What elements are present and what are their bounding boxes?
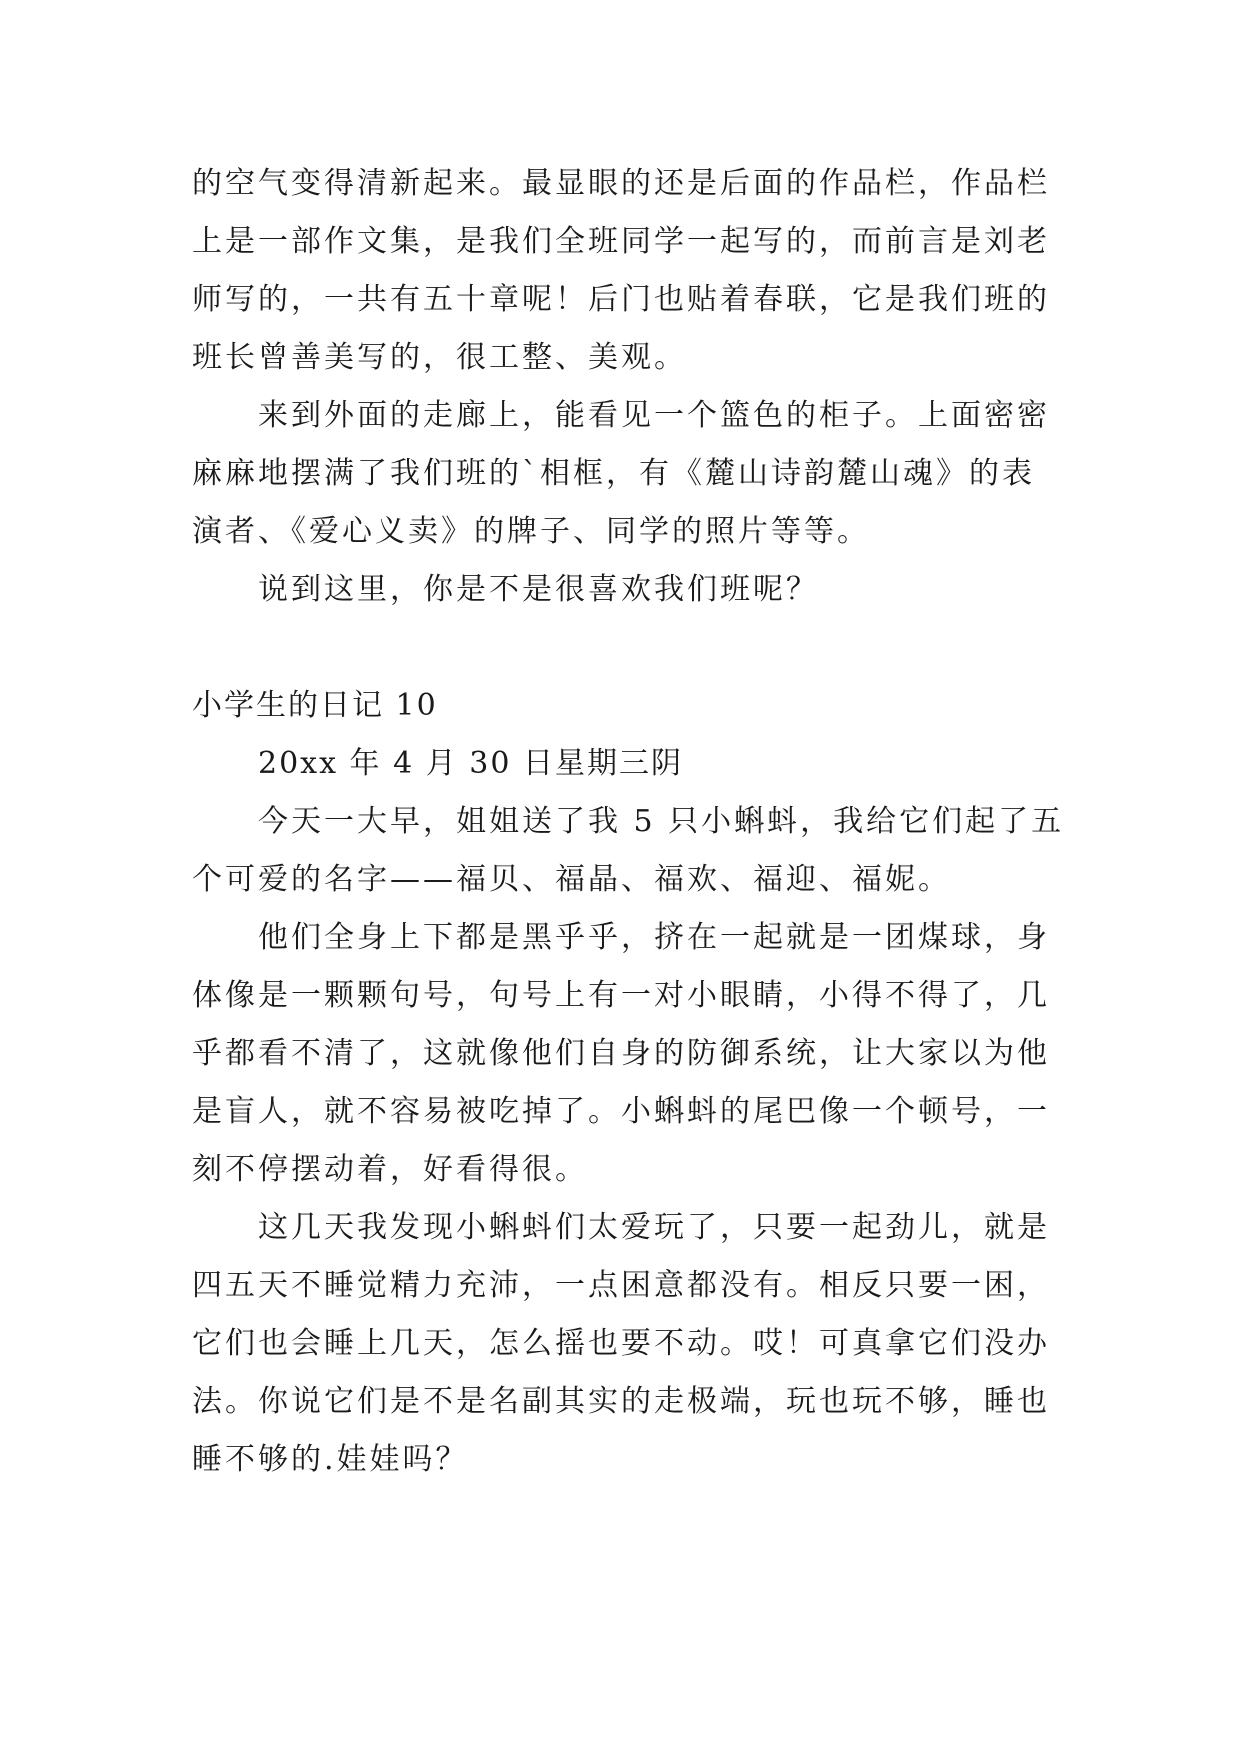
text-line: 他们全身上下都是黑乎乎，挤在一起就是一团煤球，身 (258, 920, 1050, 955)
document-body (192, 155, 1065, 1489)
text-line: 今天一大早，姐姐送了我 5 只小蝌蚪，我给它们起了五 (258, 804, 1065, 839)
text-line: 法。你说它们是不是名副其实的走极端，玩也玩不够，睡也 (192, 1384, 1050, 1419)
text-line: 刻不停摆动着，好看得很。 (192, 1152, 588, 1187)
text-line: 睡不够的.娃娃吗？ (192, 1442, 469, 1477)
section-spacer (192, 619, 1052, 677)
text-line: 来到外面的走廊上，能看见一个篮色的柜子。上面密密 (258, 398, 1050, 433)
section-title: 小学生的日记 10 (192, 688, 438, 723)
text-line: 这几天我发现小蝌蚪们太爱玩了，只要一起劲儿，就是 (258, 1210, 1050, 1245)
text-line: 师写的，一共有五十章呢！后门也贴着春联，它是我们班的 (192, 282, 1050, 317)
text-line: 是盲人，就不容易被吃掉了。小蝌蚪的尾巴像一个顿号，一 (192, 1094, 1050, 1129)
text-line: 个可爱的名字——福贝、福晶、福欢、福迎、福妮。 (192, 862, 951, 897)
diary-date: 20xx 年 4 月 30 日星期三阴 (258, 746, 683, 781)
text-line: 演者、《爱心义卖》的牌子、同学的照片等等。 (192, 514, 870, 549)
text-line: 麻麻地摆满了我们班的`相框，有《麓山诗韵麓山魂》的表 (192, 456, 1035, 491)
text-line: 体像是一颗颗句号，句号上有一对小眼睛，小得不得了，几 (192, 978, 1050, 1013)
text-line: 乎都看不清了，这就像他们自身的防御系统，让大家以为他 (192, 1036, 1050, 1071)
text-line: 四五天不睡觉精力充沛，一点困意都没有。相反只要一困， (192, 1268, 1050, 1303)
text-line: 它们也会睡上几天，怎么摇也要不动。哎！可真拿它们没办 (192, 1326, 1050, 1361)
text-line: 班长曾善美写的，很工整、美观。 (192, 340, 687, 375)
text-line: 说到这里，你是不是很喜欢我们班呢？ (258, 572, 819, 607)
text-line: 上是一部作文集，是我们全班同学一起写的，而前言是刘老 (192, 224, 1050, 259)
text-line: 的空气变得清新起来。最显眼的还是后面的作品栏，作品栏 (192, 166, 1050, 201)
